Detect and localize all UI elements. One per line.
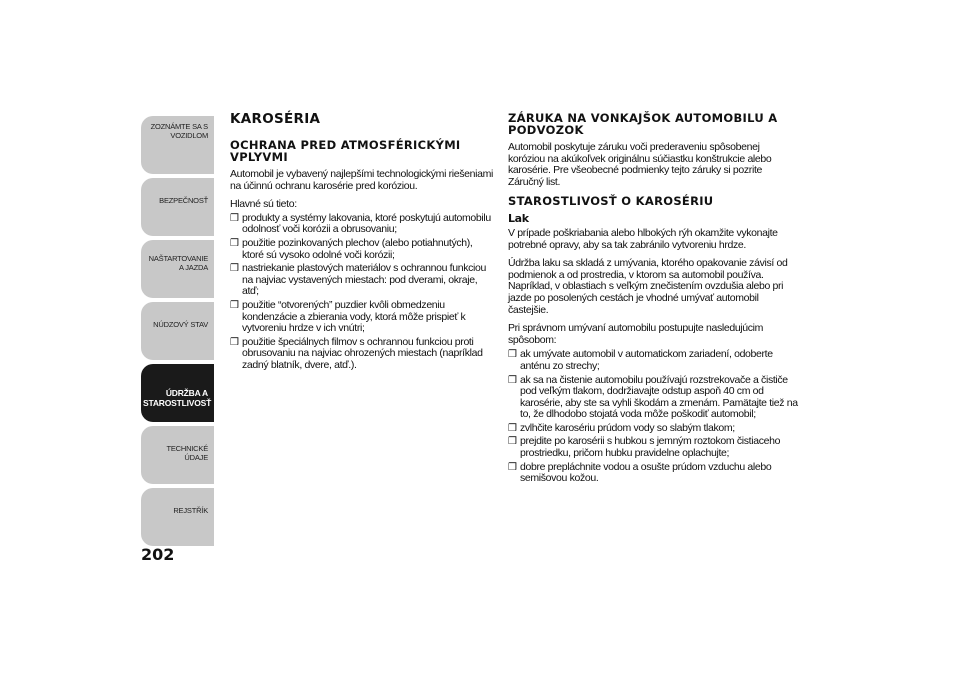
- list-item: [230, 337, 495, 372]
- section-title-warranty: ZÁRUKA NA VONKAJŠOK AUTOMOBILU A PODVOZOK: [508, 111, 778, 137]
- section-title-atmospheric: OCHRANA PRED ATMOSFÉRICKÝMI VPLYVMI: [230, 138, 461, 164]
- section-title-body-care: STAROSTLIVOSŤ O KAROSÉRIU: [508, 194, 714, 209]
- checkbox-bullet-icon: ❒: [230, 212, 239, 224]
- checkbox-bullet-icon: ❒: [508, 349, 517, 361]
- chapter-title: KAROSÉRIA: [230, 111, 321, 127]
- lead-text: Hlavné sú tieto:: [230, 198, 297, 211]
- subtitle-paint: Lak: [508, 212, 529, 226]
- tab-nudzovy-stav[interactable]: [141, 302, 214, 360]
- checkbox-bullet-icon: ❒: [508, 436, 517, 448]
- list-item: [230, 238, 495, 261]
- tab-technicke-udaje[interactable]: [141, 426, 214, 484]
- checkbox-bullet-icon: ❒: [230, 263, 239, 275]
- list-item-text: produkty a systémy lakovania, ktoré poskytujú automobilu odolnosť voči korózii a obrusovaniu;: [242, 211, 491, 236]
- washing-list: [508, 349, 798, 485]
- list-item: [508, 349, 798, 372]
- list-item: [508, 462, 798, 485]
- tab-bezpecnost[interactable]: [141, 178, 214, 236]
- intro-text: Automobil je vybavený najlepšími technologickými riešeniami na účinnú ochranu karosérie pred koróziou.: [230, 168, 493, 192]
- list-item-text: použitie “otvorených” puzdier kvôli obmedzeniu kondenzácie a zbierania vody, ktorá môže prispieť k vytvoreniu hrdze v ich vnútri;: [242, 298, 466, 335]
- list-item-text: prejdite po karosérii s hubkou s jemným roztokom čistiaceho prostriedku, pričom hubku pravidelne oplachujte;: [520, 435, 781, 460]
- checkbox-bullet-icon: ❒: [508, 461, 517, 473]
- paint-para-1: V prípade poškriabania alebo hlbokých rýh okamžite vykonajte potrebné opravy, aby sa tak zabránilo vytvoreniu hrdze.: [508, 226, 778, 251]
- list-item-text: zvlhčite karosériu prúdom vody so slabým tlakom;: [520, 421, 735, 434]
- paint-para-2: Údržba laku sa skladá z umývania, ktorého opakovanie závisí od podmienok a od prostredia, v ktorom sa automobil používa. Napríklad, v oblastiach s veľkým znečistením ovzdušia alebo pri jazde po posolených cestách je vhodné umývať automobil častejšie.: [508, 257, 788, 316]
- tab-label: ZOZNÁMTE SA S VOZIDLOM: [150, 122, 208, 140]
- list-item: [508, 436, 798, 459]
- tab-nastartovanie[interactable]: [141, 240, 214, 298]
- tab-label: BEZPEČNOSŤ: [159, 196, 208, 205]
- list-item-text: dobre prepláchnite vodou a osušte prúdom vzduchu alebo semišovou kožou.: [520, 460, 772, 485]
- list-item: [508, 375, 798, 421]
- list-item: [230, 263, 495, 298]
- checkbox-bullet-icon: ❒: [230, 237, 239, 249]
- list-item-text: ak umývate automobil v automatickom zariadení, odoberte anténu zo strechy;: [520, 348, 773, 372]
- list-item-text: použitie špeciálnych filmov s ochrannou funkciou proti obrusovaniu na najviac ohrozených miestach (napríklad zadný blatník, dvere, atď.).: [242, 335, 483, 371]
- list-item: [508, 423, 798, 435]
- list-item-text: použitie pozinkovaných plechov (alebo potiahnutých), ktoré sú vysoko odolné voči korózii;: [242, 236, 473, 261]
- tab-rejstrik[interactable]: [141, 488, 214, 546]
- list-item: [230, 300, 495, 335]
- checkbox-bullet-icon: ❒: [230, 299, 239, 311]
- checkbox-bullet-icon: ❒: [508, 422, 517, 434]
- tab-label: ÚDRŽBA A STAROSTLIVOSŤ: [143, 388, 212, 408]
- checkbox-bullet-icon: ❒: [230, 336, 239, 348]
- paint-para-3: Pri správnom umývaní automobilu postupujte nasledujúcim spôsobom:: [508, 322, 764, 346]
- checkbox-bullet-icon: ❒: [508, 374, 517, 386]
- tab-zoznamte-sa[interactable]: [141, 116, 214, 174]
- tab-label: NÚDZOVÝ STAV: [153, 320, 208, 329]
- warranty-text: Automobil poskytuje záruku voči prederaveniu spôsobenej koróziou na akúkoľvek originálnu súčiastku konštrukcie alebo karosérie. Pre všeobecné podmienky tejto záruky si pozrite Záručný list.: [508, 141, 772, 188]
- left-column: [230, 112, 495, 374]
- tab-label: TECHNICKÉ ÚDAJE: [166, 444, 208, 462]
- right-column: [508, 112, 798, 487]
- tab-udrzba-active[interactable]: [141, 364, 214, 422]
- protection-list: [230, 213, 495, 372]
- list-item-text: nastriekanie plastových materiálov s ochrannou funkciou na najviac vystavených miestach: pod dverami, okraje, atď;: [242, 262, 486, 298]
- page-number: 202: [141, 545, 175, 564]
- list-item: [230, 213, 495, 236]
- tab-label: NAŠTARTOVANIE A JAZDA: [148, 254, 208, 272]
- tab-label: REJSTŘÍK: [173, 506, 208, 515]
- list-item-text: ak sa na čistenie automobilu používajú rozstrekovače a čističe pod veľkým tlakom, dodržiavajte odstup aspoň 40 cm od karosérie, aby ste sa vyhli škodám a zmenám. Pamätajte tiež na to, že dlhodobo stojatá voda môže poškodiť automobil;: [520, 373, 798, 421]
